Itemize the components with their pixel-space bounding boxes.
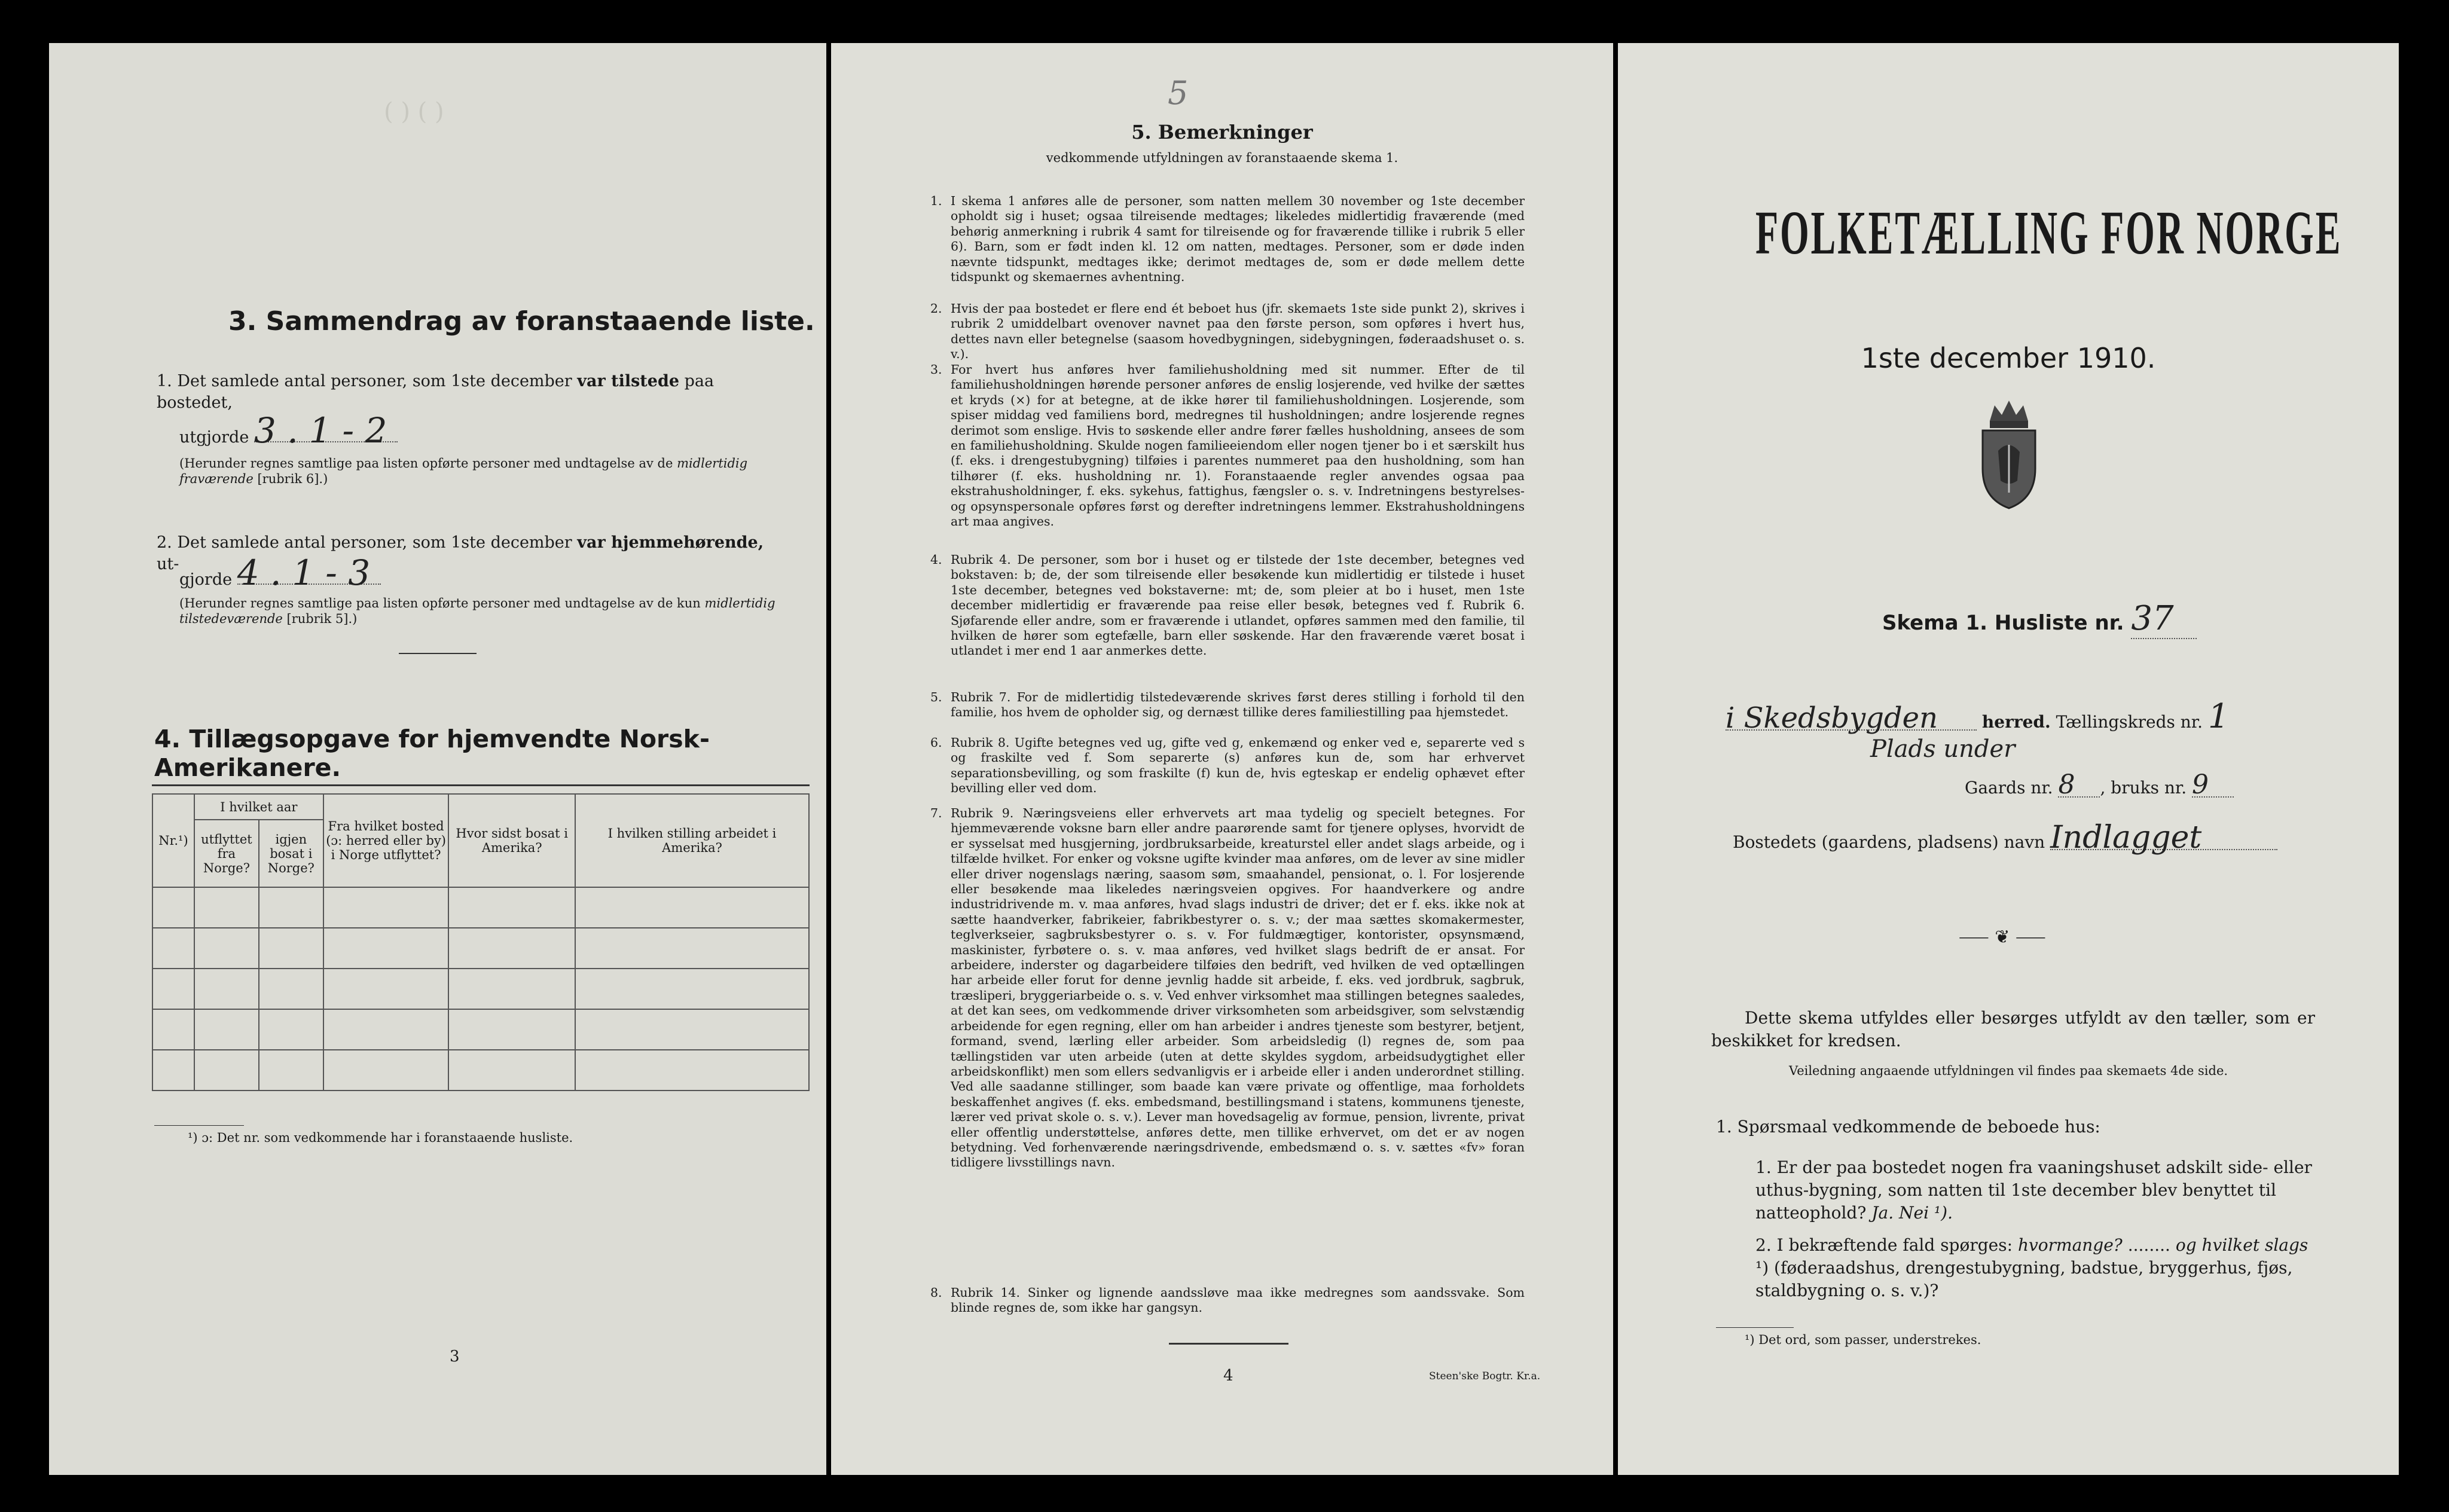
remarks-subtitle: vedkommende utfyldningen av foranstaaende skema 1. — [1046, 151, 1398, 165]
q1-options: Ja. Nei ¹). — [1871, 1203, 1953, 1223]
printer-imprint: Steen'ske Bogtr. Kr.a. — [1429, 1370, 1541, 1382]
gaards-number-handwritten: 8 — [2058, 774, 2100, 798]
norsk-amerikanere-table — [152, 793, 810, 1091]
skema-line: Skema 1. Husliste nr. 37 — [1882, 599, 2197, 639]
census-date: 1ste december 1910. — [1861, 342, 2156, 374]
footnote: ¹) Det ord, som passer, understrekes. — [1745, 1333, 1981, 1347]
bruks-number-handwritten: 9 — [2192, 774, 2234, 798]
summary-item-2-value-line: gjorde 4 . 1 - 3 — [179, 562, 381, 591]
remarks-title: 5. Bemerkninger — [1131, 121, 1313, 143]
summary-item-2-note: (Herunder regnes samtlige paa listen opførte personer med undtagelse av de kun midlertidig tilstedeværende [rubrik 5].) — [179, 596, 775, 626]
footnote-rule — [154, 1125, 244, 1126]
gaards-line: Gaards nr. 8 , bruks nr. 9 — [1965, 774, 2234, 799]
col-fra-sted: Fra hvilket bosted (ɔ: herred eller by) i Norge utflyttet? — [323, 794, 449, 887]
bosted-line: Bostedets (gaardens, pladsens) navn Indlagget — [1733, 826, 2277, 854]
norway-coat-of-arms-icon — [1977, 397, 2041, 511]
summary-item-1-note: (Herunder regnes samtlige paa listen opførte personer med undtagelse av de midlertidig fraværende [rubrik 6].) — [179, 456, 748, 486]
table-footnote: ¹) ɔ: Det nr. som vedkommende har i foranstaaende husliste. — [188, 1131, 573, 1145]
remark-1: 1. I skema 1 anføres alle de personer, som natten mellem 30 november og 1ste december opholdt sig i huset; ogsaa tilreisende medtages; likeledes midlertidig fraværende (med behørig anmerkning i rubrik 4 samt for tilreisende og for fraværende tillike i rubrik 5 eller 6). Barn, som er født inden kl. 12 om natten, medtages. Personer, som er døde inden nævnte tidspunkt, medtages ikke; derimot medtages de, som er døde mellem dette tidspunkt og skemaernes avhentning. — [930, 194, 1525, 285]
remark-4: 4. Rubrik 4. De personer, som bor i huset og er tilstede der 1ste december, betegnes ved bokstaven: b; de, der som tilreisende eller besøkende kun midlertidig er tilstede i huset 1ste december, betegnes ved bokstaverne: mt; de, som pleier at bo i huset, men 1ste december midlertidig er fraværende paa reise eller besøk, betegnes ved f. Rubrik 6. Sjøfarende eller andre, som er fraværende i utlandet, opføres sammen med den familie, til hvilken de hører som egtefælle, barn eller søskende. Har den fraværende været bosat i utlandet i mer end 1 aar anmerkes dette. — [930, 552, 1525, 658]
col-nr: Nr.¹) — [152, 794, 194, 887]
table-row — [152, 887, 809, 928]
herred-line: i Skedsbygden herred. Tællingskreds nr. 1 — [1726, 697, 2230, 736]
question-2: 2. I bekræftende fald spørges: hvormange? ........ og hvilket slags ¹) (føderaadshus, drengestubygning, badstue, bryggerhus, fjøs, staldbygning o. s. v.)? — [1755, 1235, 2308, 1300]
pencil-mark: 5 — [1168, 74, 1189, 112]
herred-name-handwritten: i Skedsbygden — [1726, 707, 1977, 731]
table-row — [152, 969, 809, 1009]
col-stilling: I hvilken stilling arbeidet i Amerika? — [575, 794, 809, 887]
table-row — [152, 1009, 809, 1050]
page-right — [1618, 43, 2399, 1475]
page-number: 3 — [450, 1348, 460, 1366]
section-3-title: 3. Sammendrag av foranstaaende liste. — [228, 306, 815, 337]
tellingskreds-number-handwritten: 1 — [2207, 697, 2230, 736]
col-utflyttet: utflyttet fra Norge? — [194, 820, 259, 887]
intro-text: Dette skema utfyldes eller besørges utfyldt av den tæller, som er beskikket for kredsen. — [1711, 1008, 2315, 1050]
ornament-divider: ⸺ ❦ ⸺ — [1959, 927, 2046, 948]
remark-5: 5. Rubrik 7. For de midlertidig tilstedeværende skrives først deres stilling i forhold til den familie, hos hvem de opholder sig, og dernæst tillike deres familiestilling paa hjemstedet. — [930, 690, 1525, 720]
col-group-year: I hvilket aar — [194, 794, 323, 820]
section-4-title: 4. Tillægsopgave for hjemvendte Norsk-Amerikanere. — [154, 725, 710, 782]
remark-3: 3. For hvert hus anføres hver familiehusholdning med sit nummer. Efter de til familiehusholdningen hørende personer anføres de enslig losjerende, ved hvilke der sættes et kryds (×) for at betegne, at de ikke hører til familiehusholdningen. Losjerende, som spiser middag ved familiens bord, medregnes til husholdningen; andre losjerende regnes derimot som enslige. Hvis to søskende eller andre fører fælles husholdning, ansees de som en familiehusholdning. Skulde nogen familieeiendom eller nogen tjener bo i et særskilt hus (f. eks. i drengestubygning) tilføies i parentes nummeret paa den husholdning, som han tilhører (f. eks. husholdning nr. 1). Foranstaaende regler anvendes ogsaa paa ekstrahusholdninger, f. eks. sykehus, fattighus, fængsler o. s. v. Indretningens bestyrelses- og opsynspersonale opføres først og derefter indretningens lemmer. Ekstrahusholdningens art maa angives. — [930, 362, 1525, 529]
table-row — [152, 928, 809, 969]
divider — [399, 653, 477, 654]
plads-under-handwritten: Plads under — [1870, 735, 2016, 763]
form-title: FOLKETÆLLING FOR NORGE — [1755, 198, 2343, 267]
summary-item-1-value-line: utgjorde 3 . 1 - 2 — [179, 420, 398, 448]
summary-item-2: 2. Det samlede antal personer, som 1ste december var hjemmehørende, ut- — [157, 533, 764, 573]
resident-count-handwritten: 4 . 1 - 3 — [237, 562, 381, 585]
table-row — [152, 1050, 809, 1091]
page-middle — [831, 43, 1613, 1475]
col-igjen: igjen bosat i Norge? — [259, 820, 323, 887]
question-1: 1. Er der paa bostedet nogen fra vaaningshuset adskilt side- eller uthus-bygning, som natten til 1ste december blev benyttet til natteophold? Ja. Nei ¹). — [1755, 1157, 2312, 1223]
page-left — [49, 43, 826, 1475]
summary-item-1: 1. Det samlede antal personer, som 1ste december var tilstede paa bostedet, — [157, 372, 714, 412]
remark-8: 8. Rubrik 14. Sinker og lignende aandssløve maa ikke medregnes som aandssvake. Som blinde regnes de, som ikke har gangsyn. — [930, 1285, 1525, 1315]
section-4-rule — [152, 784, 810, 786]
husliste-number-handwritten: 37 — [2131, 599, 2197, 639]
footnote-rule — [1716, 1327, 1794, 1328]
remarks-end-rule — [1169, 1343, 1288, 1345]
remark-2: 2. Hvis der paa bostedet er flere end ét beboet hus (jfr. skemaets 1ste side punkt 2), skrives i rubrik 2 umiddelbart ovenover navnet paa den første person, som opføres i hvert hus, dettes navn eller betegnelse (saasom hovedbygningen, sidebygningen, føderaadshuset o. s. v.). — [930, 301, 1525, 362]
faint-bleed-text: ( ) ( ) — [384, 98, 444, 126]
present-count-handwritten: 3 . 1 - 2 — [254, 420, 398, 442]
remark-6: 6. Rubrik 8. Ugifte betegnes ved ug, gifte ved g, enkemænd og enker ved e, separerte ved s og fraskilte ved f. Som separerte (s) anføres kun de, som har erhvervet separationsbevilling, og som fraskilte (f) kun de, hvis egteskap er endelig ophævet efter bevilling eller ved dom. — [930, 735, 1525, 796]
questions-heading: 1. Spørsmaal vedkommende de beboede hus: — [1716, 1117, 2100, 1137]
col-hvor-sidst: Hvor sidst bosat i Amerika? — [448, 794, 575, 887]
guidance-text: Veiledning angaaende utfyldningen vil findes paa skemaets 4de side. — [1788, 1064, 2228, 1078]
bosted-name-handwritten: Indlagget — [2050, 826, 2277, 850]
remark-7: 7. Rubrik 9. Næringsveiens eller erhvervets art maa tydelig og specielt betegnes. For hjemmeværende voksne barn eller andre paarørende samt for tjenere oplyses, hvorvidt de er sysselsat med husgjerning, jordbruksarbeide, kreaturstel eller andet slags arbeide, og i tilfælde hvilket. For enker og voksne ugifte kvinder maa anføres, om de lever av sine midler eller driver nogenslags næring, saasom søm, smaahandel, pensionat, o. l. For losjerende eller besøkende maa likeledes næringsveien opgives. For haandverkere og andre industridrivende m. v. maa anføres, hvad slags industri de driver; det er f. eks. ikke nok at sætte haandverker, fabrikeier, fabrikbestyrer o. s. v.; der maa sættes skomakermester, teglverkseier, sagbruksbestyrer o. s. v. For fuldmægtiger, kontorister, opsynsmænd, maskinister, fyrbøtere o. s. v. maa anføres, ved hvilket slags bedrift de er ansat. For arbeidere, inderster og dagarbeidere tilføies den bedrift, ved hvilken de ved optællingen har arbeide eller forut for denne jevnlig hadde sit arbeide, f. eks. ved jordbruk, sagbruk, træsliperi, bryggeriarbeide o. s. v. Ved enhver virksomhet maa stillingen betegnes saaledes, at det kan sees, om vedkommende driver virksomheten som arbeidsgiver, som selvstændig arbeidende for egen regning, eller om han arbeider i andres tjeneste som bestyrer, betjent, formand, svend, lærling eller arbeider. Som arbeidsledig (l) regnes de, som paa tællingstiden var uten arbeide (uten at dette skyldes sygdom, arbeidsudygtighet eller arbeidskonflikt) men som ellers sedvanligvis er i arbeide eller i anden underordnet stilling. Ved alle saadanne stillinger, som baade kan være private og offentlige, maa forholdets beskaffenhet angives (f. eks. embedsmand, bestillingsmand i statens, kommunens tjeneste, lærer ved privat skole o. s. v.). Lever man hovedsagelig av formue, pension, livrente, privat eller offentlig understøttelse, anføres dette, men tillike erhvervet, om det er av nogen betydning. Ved forhenværende næringsdrivende, embedsmænd o. s. v. sættes «fv» foran tidligere livsstillings navn. — [930, 806, 1525, 1170]
page-number: 4 — [1223, 1367, 1233, 1385]
